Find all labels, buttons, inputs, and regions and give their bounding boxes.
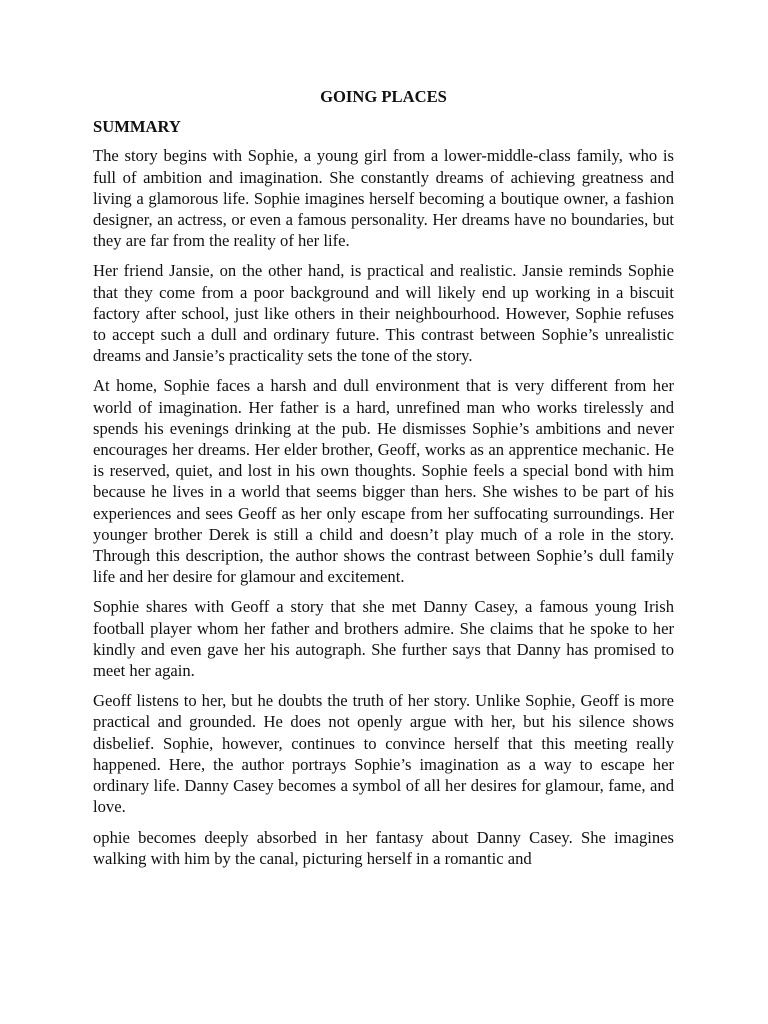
paragraph-5: Geoff listens to her, but he doubts the truth of her story. Unlike Sophie, Geoff is more practical and grounded. He does not openly argue with her, but his silence shows disbelief. Sophie, however, continues to convince herself that this meeting really happened. Here, the author portrays Sophie’s imagination as a way to escape her ordinary life. Danny Casey becomes a symbol of all her desires for glamour, fame, and love. [93, 691, 674, 817]
paragraph-4: Sophie shares with Geoff a story that she met Danny Casey, a famous young Irish football player whom her father and brothers admire. She claims that he spoke to her kindly and even gave her his autograph. She further says that Danny has promised to meet her again. [93, 597, 674, 681]
paragraph-1: The story begins with Sophie, a young girl from a lower-middle-class family, who is full of ambition and imagination. She constantly dreams of achieving greatness and living a glamorous life. Sophie imagines herself becoming a boutique owner, a fashion designer, an actress, or even a famous personality. Her dreams have no boundaries, but they are far from the reality of her life. [93, 146, 674, 251]
document-title: GOING PLACES [320, 87, 447, 106]
document-page [93, 86, 674, 878]
paragraph-3: At home, Sophie faces a harsh and dull environment that is very different from her world of imagination. Her father is a hard, unrefined man who works tirelessly and spends his evenings drinking at the pub. He dismisses Sophie’s ambitions and never encourages her dreams. Her elder brother, Geoff, works as an apprentice mechanic. He is reserved, quiet, and lost in his own thoughts. Sophie feels a special bond with him because he lives in a world that seems bigger than hers. She wishes to be part of his experiences and sees Geoff as her only escape from her suffocating surroundings. Her younger brother Derek is still a child and doesn’t play much of a role in the story. Through this description, the author shows the contrast between Sophie’s dull family life and her desire for glamour and excitement. [93, 376, 674, 587]
paragraph-6: ophie becomes deeply absorbed in her fantasy about Danny Casey. She imagines walking with him by the canal, picturing herself in a romantic and [93, 827, 674, 868]
paragraph-2: Her friend Jansie, on the other hand, is practical and realistic. Jansie reminds Sophie that they come from a poor background and will likely end up working in a biscuit factory after school, just like others in their neighbourhood. However, Sophie refuses to accept such a dull and ordinary future. This contrast between Sophie’s unrealistic dreams and Jansie’s practicality sets the tone of the story. [93, 261, 674, 366]
section-heading-summary: SUMMARY [93, 117, 181, 137]
